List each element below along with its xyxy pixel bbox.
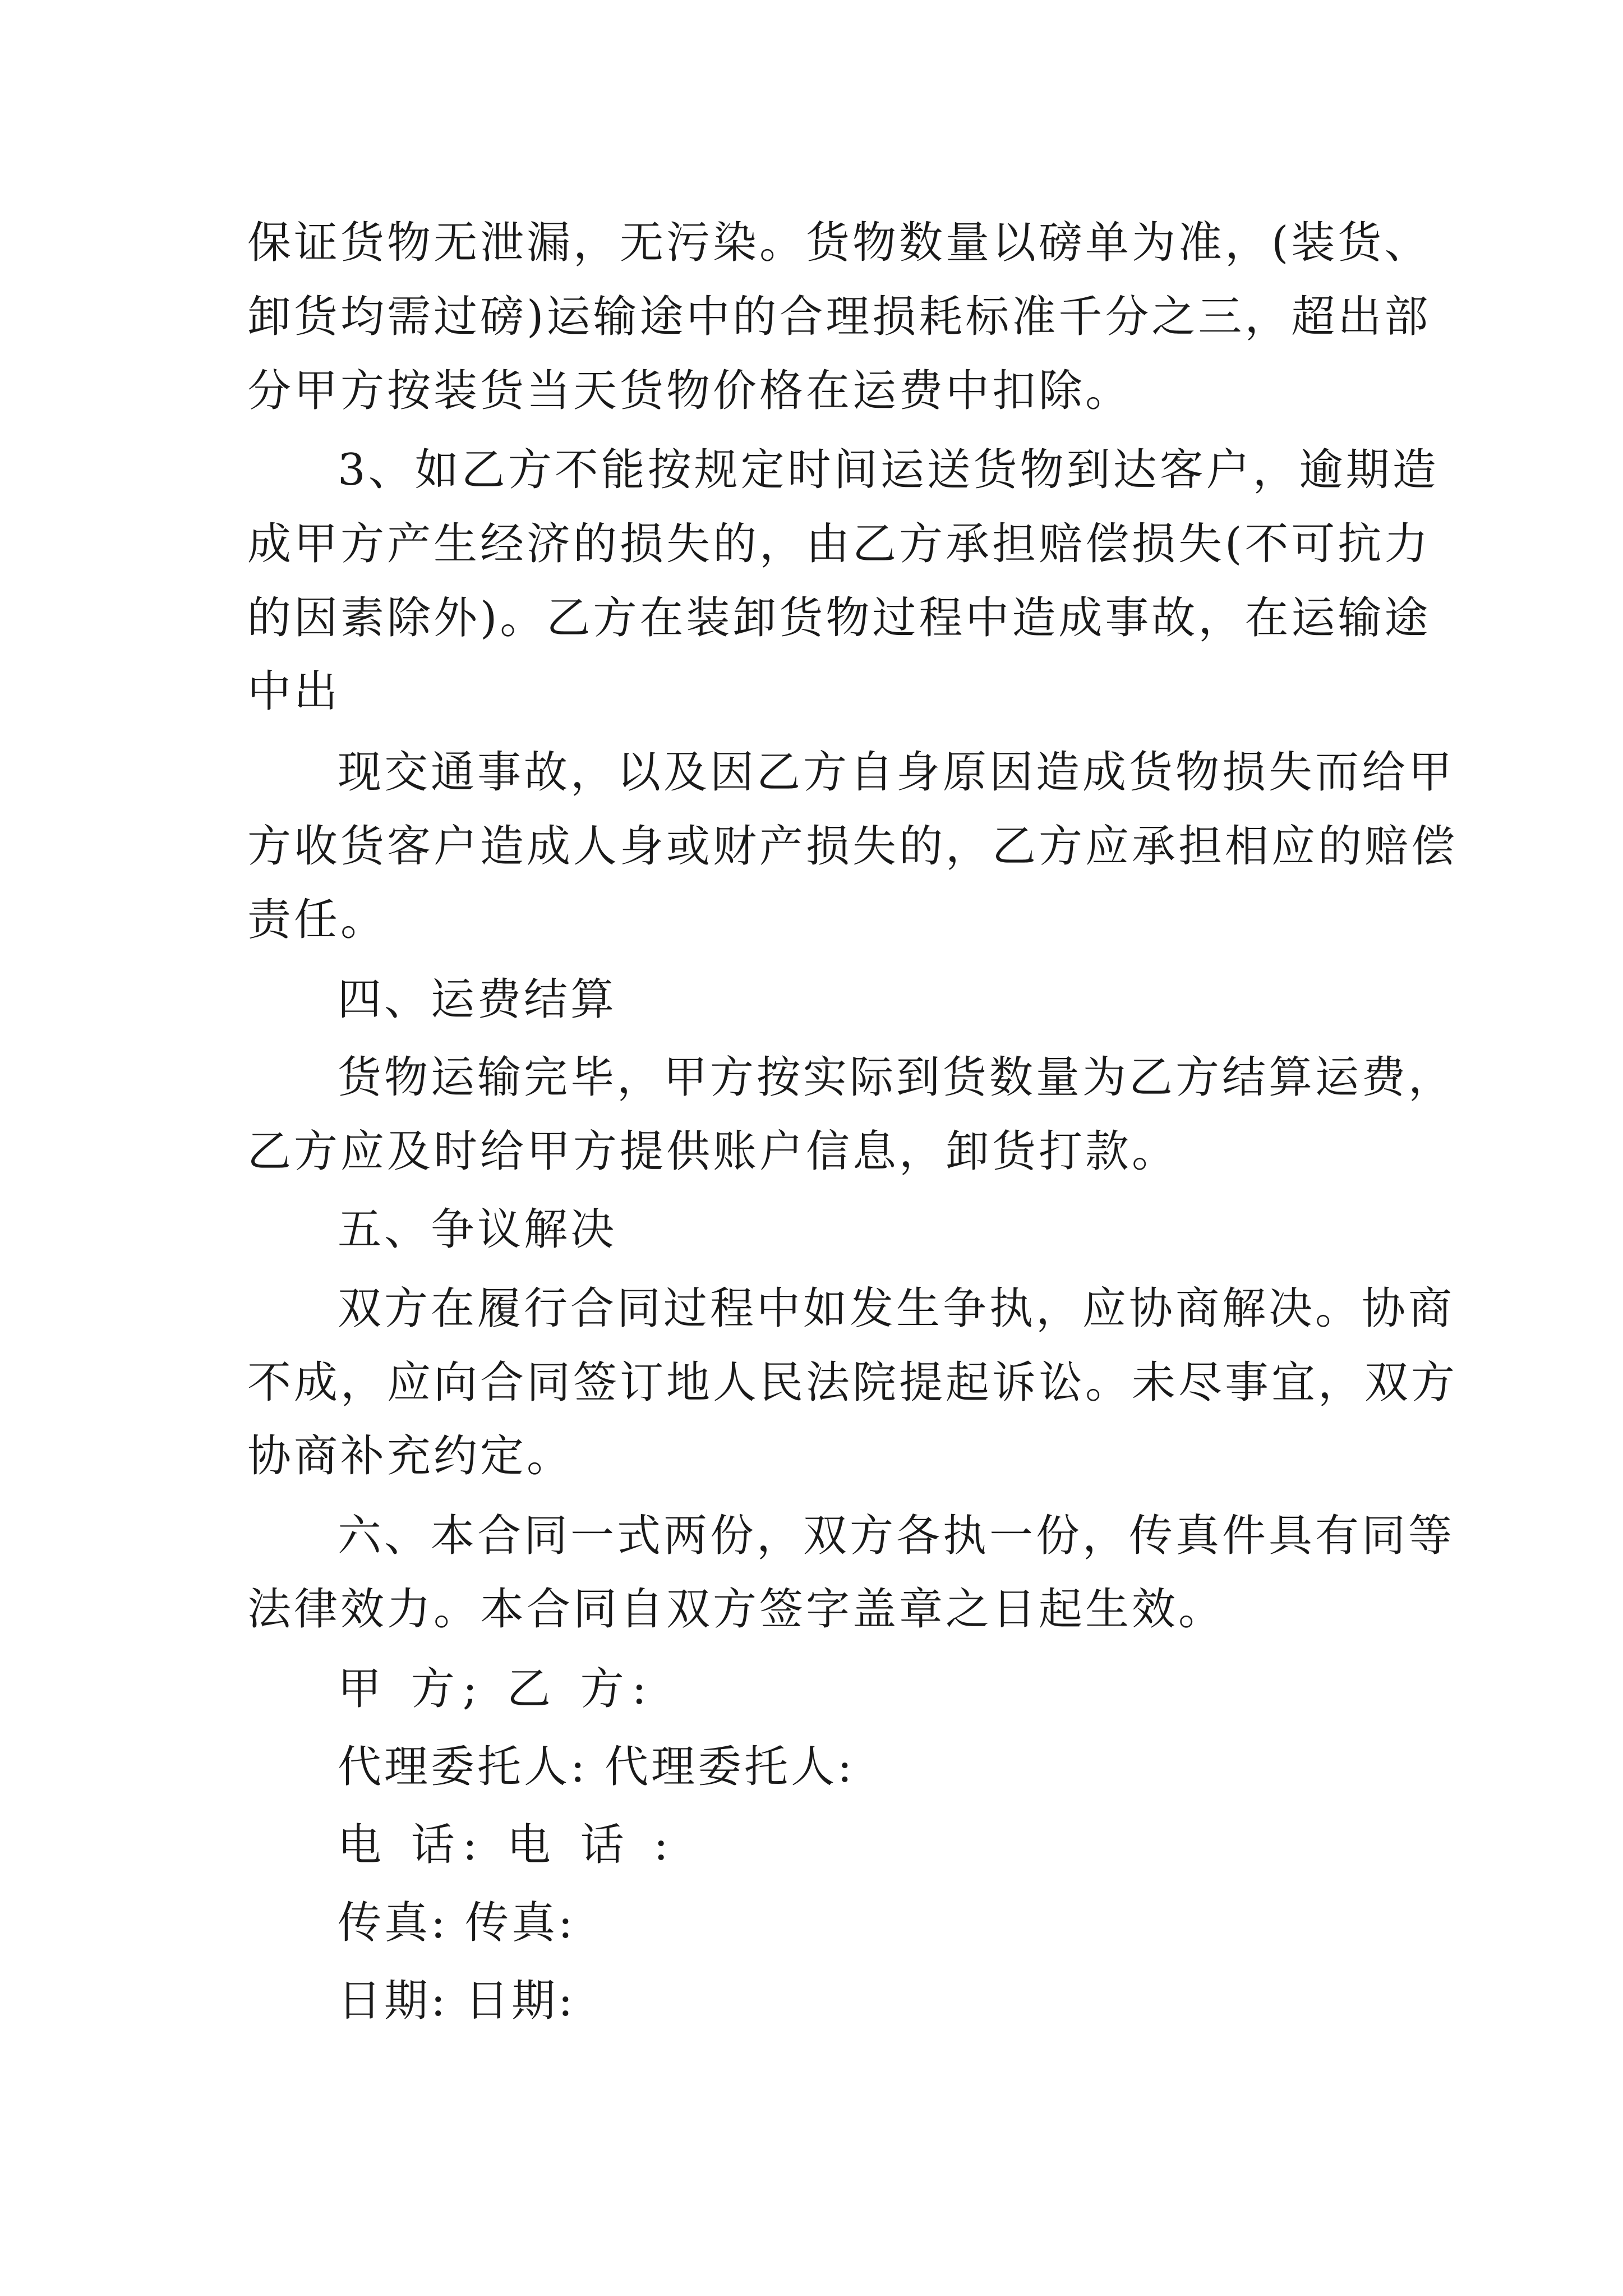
signature-phone-line: 电 话: 电 话 :: [338, 1820, 676, 1870]
text-line: 保证货物无泄漏，无污染。货物数量以磅单为准，(装货、: [247, 218, 1431, 268]
text-line: 货物运输完毕，甲方按实际到货数量为乙方结算运费，: [338, 1052, 1455, 1103]
text-line: 分甲方按装货当天货物价格在运费中扣除。: [247, 366, 1132, 416]
text-line: 成甲方产生经济的损失的，由乙方承担赔偿损失(不可抗力: [247, 519, 1431, 569]
text-line: 协商补充约定。: [247, 1431, 574, 1481]
text-line: 方收货客户造成人身或财产损失的，乙方应承担相应的赔偿: [247, 821, 1458, 872]
text-line: 的因素除外)。乙方在装卸货物过程中造成事故，在运输途: [247, 593, 1431, 643]
section-heading: 四、运费结算: [338, 974, 617, 1025]
text-line: 中出: [247, 666, 341, 717]
text-line: 不成，应向合同签订地人民法院提起诉讼。未尽事宜，双方: [247, 1358, 1458, 1408]
text-line: 双方在履行合同过程中如发生争执，应协商解决。协商: [338, 1283, 1455, 1334]
signature-party-line: 甲 方; 乙 方:: [338, 1664, 654, 1714]
signature-date-line: 日期: 日期:: [338, 1976, 576, 2026]
text-line: 乙方应及时给甲方提供账户信息，卸货打款。: [247, 1126, 1179, 1177]
text-line: 卸货均需过磅)运输途中的合理损耗标准千分之三，超出部: [247, 292, 1431, 342]
text-line: 现交通事故，以及因乙方自身原因造成货物损失而给甲: [338, 747, 1455, 798]
text-line: 法律效力。本合同自双方签字盖章之日起生效。: [247, 1584, 1225, 1635]
text-line: 3、如乙方不能按规定时间运送货物到达客户，逾期造: [338, 445, 1439, 495]
text-line: 六、本合同一式两份，双方各执一份，传真件具有同等: [338, 1511, 1455, 1561]
signature-fax-line: 传真: 传真:: [338, 1898, 576, 1948]
signature-agent-line: 代理委托人: 代理委托人:: [338, 1742, 855, 1792]
text-line: 责任。: [247, 895, 388, 945]
section-heading: 五、争议解决: [338, 1204, 617, 1255]
